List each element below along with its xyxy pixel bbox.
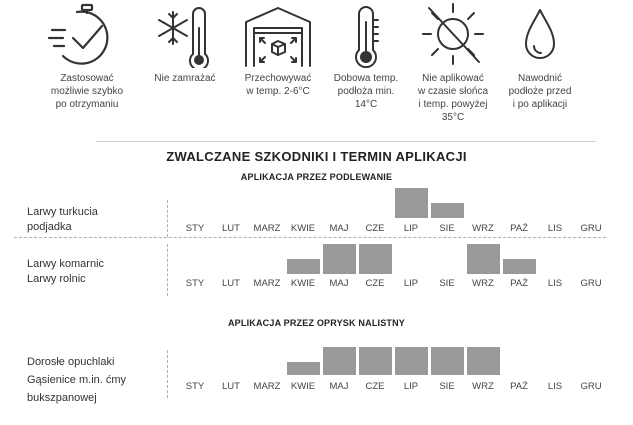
month-label: PAŹ <box>510 381 528 392</box>
month-label: LIS <box>547 381 563 392</box>
icon-label-line: 14°C <box>354 99 378 110</box>
month-label: KWIE <box>290 278 316 289</box>
application-bar <box>395 347 428 375</box>
month-label: GRU <box>580 381 602 392</box>
month-label: SIE <box>439 278 455 289</box>
section-subtitle: APLIKACJA PRZEZ OPRYSK NALISTNY <box>227 318 406 328</box>
application-bar <box>431 203 464 218</box>
icon-label-line: w czasie słońca <box>417 86 489 97</box>
month-label: SIE <box>439 381 455 392</box>
application-bar <box>467 244 500 274</box>
icon-label-line: i temp. powyżej <box>418 99 488 110</box>
row-label-line: Larwy rolnic <box>27 273 86 285</box>
application-bar <box>467 347 500 375</box>
row-label-line: podjadka <box>27 221 72 233</box>
application-bar <box>323 244 356 274</box>
section-subtitle: APLIKACJA PRZEZ PODLEWANIE <box>240 172 393 182</box>
page-title: ZWALCZANE SZKODNIKI I TERMIN APLIKACJI <box>166 149 467 164</box>
month-label: LIP <box>403 278 419 289</box>
application-bar <box>431 347 464 375</box>
row-label-line: Dorosłe opuchlaki <box>27 356 115 368</box>
thermometer-icon <box>326 0 406 68</box>
icon-label-line: Zastosować <box>60 73 114 84</box>
icon-label-line: Nawodnić <box>518 73 562 84</box>
icon-label-line: Dobowa temp. <box>333 73 399 84</box>
row-label <box>27 205 98 235</box>
application-bar <box>323 347 356 375</box>
month-label: CZE <box>365 278 385 289</box>
application-bar <box>359 244 392 274</box>
divider-rule <box>96 141 596 142</box>
row-label <box>27 257 104 287</box>
water-drop-icon <box>500 0 580 68</box>
icon-label-5 <box>495 72 585 111</box>
month-label: MAJ <box>329 381 349 392</box>
icon-label-line: możliwie szybko <box>50 86 124 97</box>
icon-label-line: podłoże przed <box>508 86 572 97</box>
stopwatch-check-icon <box>47 0 127 68</box>
month-label: LUT <box>222 223 240 234</box>
month-label: KWIE <box>290 223 316 234</box>
row-divider-vertical <box>167 244 168 296</box>
row-divider-horizontal <box>14 237 606 238</box>
month-label: KWIE <box>290 381 316 392</box>
icon-label-line: Przechowywać <box>244 73 312 84</box>
icon-label-line: podłoża min. <box>337 86 395 97</box>
month-label: PAŹ <box>510 223 528 234</box>
month-label: LIS <box>547 278 563 289</box>
month-label: STY <box>185 278 205 289</box>
icon-label-line: i po aplikacji <box>512 99 568 110</box>
month-label: LUT <box>222 381 240 392</box>
icon-col-1 <box>140 0 230 85</box>
month-label: WRZ <box>472 223 494 234</box>
month-label: MARZ <box>253 223 281 234</box>
sun-crossed-icon <box>413 0 493 68</box>
warehouse-box-icon <box>238 0 318 68</box>
row-label-line: bukszpanowej <box>27 392 97 404</box>
icon-col-2 <box>233 0 323 98</box>
month-label: MAJ <box>329 278 349 289</box>
month-label: MARZ <box>253 381 281 392</box>
month-label: SIE <box>439 223 455 234</box>
icon-row <box>0 0 633 140</box>
icon-label-3 <box>321 72 411 111</box>
month-label: MAJ <box>329 223 349 234</box>
month-label: WRZ <box>472 278 494 289</box>
icon-col-3 <box>321 0 411 111</box>
month-label: STY <box>185 381 205 392</box>
application-bar <box>395 188 428 218</box>
snowflake-thermometer-icon <box>145 0 225 68</box>
month-label: WRZ <box>472 381 494 392</box>
row-label-line: Larwy komarnic <box>27 258 105 270</box>
month-label: GRU <box>580 223 602 234</box>
row-label-line: Gąsienice m.in. ćmy <box>27 374 127 386</box>
month-label: CZE <box>365 223 385 234</box>
month-label: LIS <box>547 223 563 234</box>
month-label: GRU <box>580 278 602 289</box>
row-divider-vertical <box>167 350 168 398</box>
month-label: LIP <box>403 223 419 234</box>
month-label: LIP <box>403 381 419 392</box>
month-label: MARZ <box>253 278 281 289</box>
icon-col-4 <box>408 0 498 124</box>
row-label <box>27 353 126 407</box>
application-bar <box>503 259 536 274</box>
icon-col-0 <box>42 0 132 111</box>
icon-label-line: po otrzymaniu <box>55 99 119 110</box>
application-bar <box>287 362 320 375</box>
row-label-line: Larwy turkucia <box>27 206 98 218</box>
icon-label-line: Nie zamrażać <box>154 73 216 84</box>
icon-col-5 <box>495 0 585 111</box>
icon-label-1 <box>140 72 230 85</box>
icon-label-0 <box>42 72 132 111</box>
icon-label-4 <box>408 72 498 124</box>
month-label: LUT <box>222 278 240 289</box>
month-label: PAŹ <box>510 278 528 289</box>
month-label: STY <box>185 223 205 234</box>
icon-label-line: Nie aplikować <box>422 73 484 84</box>
row-divider-vertical <box>167 200 168 237</box>
icon-label-2 <box>233 72 323 98</box>
month-label: CZE <box>365 381 385 392</box>
icon-label-line: w temp. 2-6°C <box>246 86 310 97</box>
application-bar <box>359 347 392 375</box>
icon-label-line: 35°C <box>441 112 465 123</box>
application-bar <box>287 259 320 274</box>
